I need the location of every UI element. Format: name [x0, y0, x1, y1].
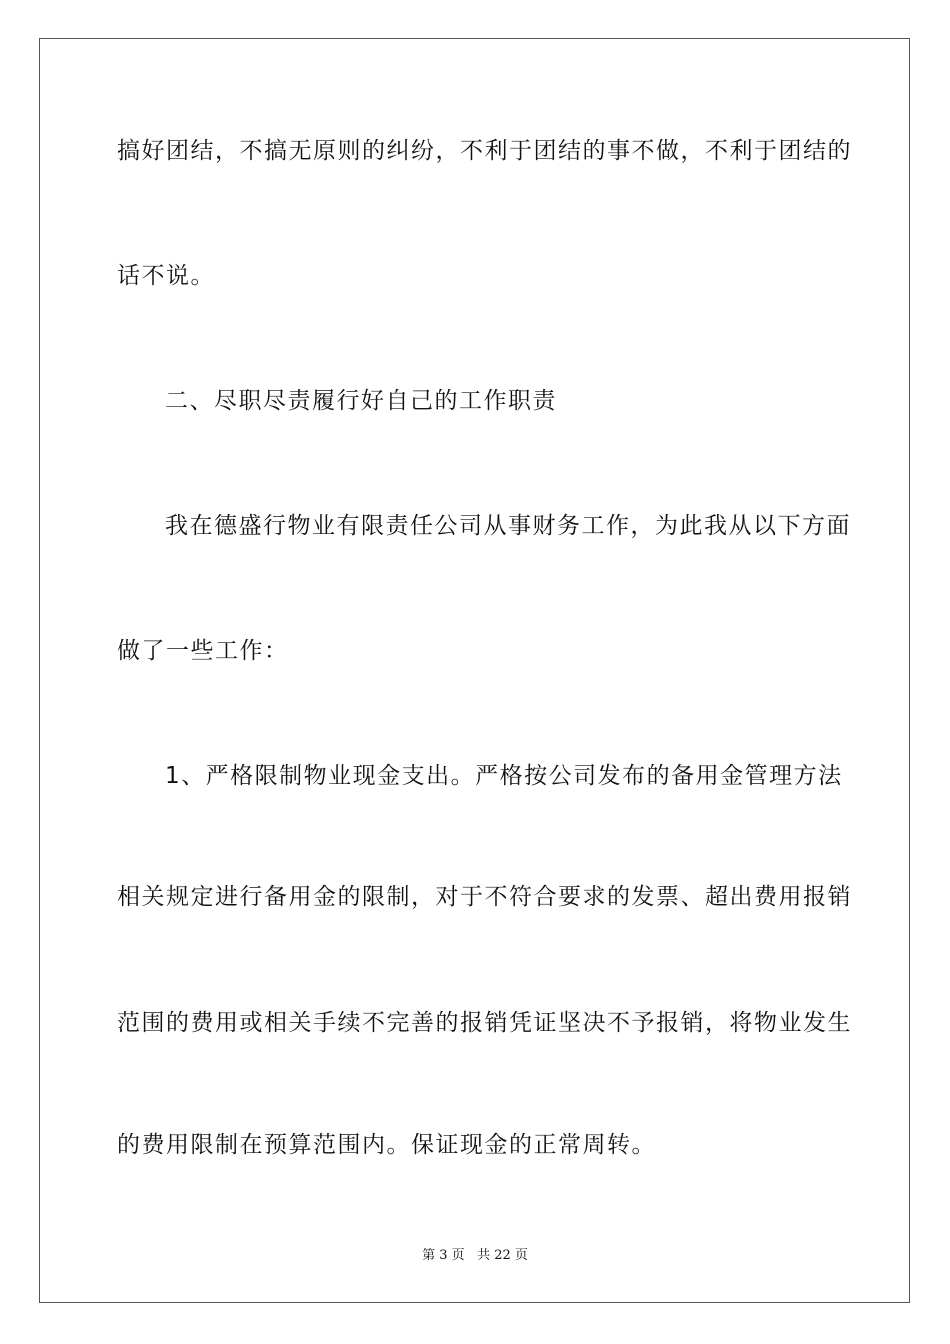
section-heading: 二、尽职尽责履行好自己的工作职责 — [165, 388, 557, 414]
body-line-9: 的费用限制在预算范围内。保证现金的正常周转。 — [117, 1132, 656, 1158]
body-line-5: 做了一些工作： — [117, 638, 289, 664]
body-line-6: 1、严格限制物业现金支出。严格按公司发布的备用金管理方法 — [165, 763, 843, 789]
page-border — [39, 38, 910, 1303]
total-pages: 共 22 页 — [477, 1248, 528, 1263]
body-line-2: 话不说。 — [117, 263, 215, 289]
body-line-8: 范围的费用或相关手续不完善的报销凭证坚决不予报销，将物业发生 — [117, 1010, 852, 1036]
page-number: 第 3 页 — [422, 1248, 465, 1263]
body-line-1: 搞好团结，不搞无原则的纠纷，不利于团结的事不做，不利于团结的 — [117, 138, 852, 164]
page-footer — [0, 1248, 950, 1264]
body-line-7: 相关规定进行备用金的限制，对于不符合要求的发票、超出费用报销 — [117, 884, 852, 910]
body-line-4: 我在德盛行物业有限责任公司从事财务工作，为此我从以下方面 — [165, 513, 851, 539]
